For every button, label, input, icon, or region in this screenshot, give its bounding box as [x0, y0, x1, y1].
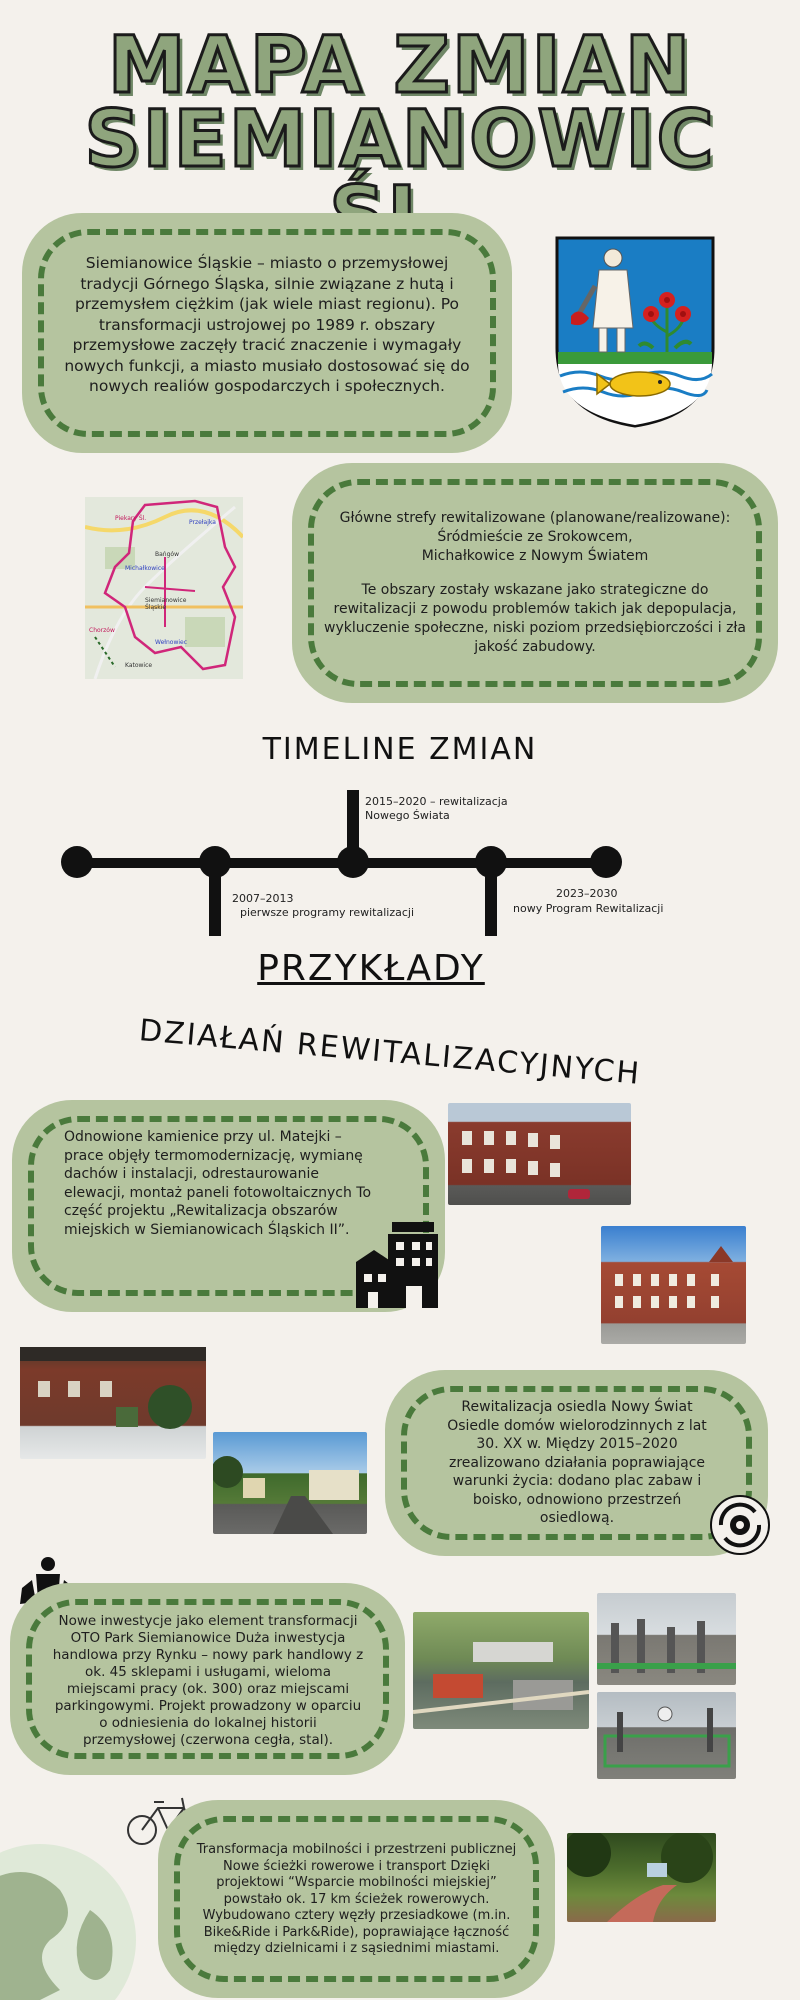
matejki-text: Odnowione kamienice przy ul. Matejki – prace objęły termomodernizację, wymianę dachów i instalacji, odrestaurowanie elewacji, montaż paneli fotowoltaicznych To część projektu „Rewitalizacja obszarów miejskich w Siemianowicach Śląskich II”. [64, 1129, 372, 1238]
map-label: Chorzów [89, 627, 115, 634]
nowy-swiat-text: Rewitalizacja osiedla Nowy Świat Osiedle domów wielorodzinnych z lat 30. XX w. Między 2015–2020 zrealizowano działania poprawiające warunki życia: dodano plac zabaw i boisko, odnowiono przestrzeń osiedlową. [447, 1399, 707, 1526]
photo-bike-path [567, 1833, 716, 1922]
photo-matejki-building [601, 1226, 746, 1344]
timeline-node [590, 846, 622, 878]
oto-park-card [10, 1583, 405, 1775]
map-label: Bańgów [155, 551, 179, 558]
recycle-gear-icon [709, 1494, 771, 1556]
revitalization-map [85, 497, 243, 679]
intro-card [22, 213, 512, 453]
examples-subheading: DZIAŁAŃ REWITALIZACYJNYCH [137, 1013, 643, 1092]
mobility-text: Transformacja mobilności i przestrzeni publicznej Nowe ścieżki rowerowe i transport Dzięki projektowi “Wsparcie mobilności miejskiej” powstało ok. 17 km ścieżek rowerowych. Wybudowano cztery węzły przesiadkowe (m.in. Bike&Ride i Park&Ride), poprawiające łączność między dzielnicami i z sąsiednimi miastami. [196, 1842, 517, 1956]
map-label: Przełajka [189, 519, 216, 526]
photo-oto-park-aerial [413, 1612, 589, 1729]
timeline-period: 2015–2020 – rewitalizacja [365, 795, 508, 808]
timeline-tick [347, 790, 359, 862]
photo-oto-park-site [597, 1692, 736, 1779]
map-label: Wełnowiec [155, 639, 188, 646]
map-label: Michałkowice [125, 565, 165, 572]
page-title-line1: MAPA ZMIAN [107, 21, 693, 111]
intro-text: Siemianowice Śląskie – miasto o przemysłowej tradycji Górnego Śląska, silnie związane z hutą i przemysłem ciężkim (jak wiele miast regionu). Po transformacji ustrojowej po 1989 r. obszary przemysłowe zaczęły tracić znaczenie i wymagały nowych funkcji, a miasto musiało dostosować się do nowych realiów gospodarczych i społecznych. [64, 254, 470, 395]
timeline-event-label: pierwsze programy rewitalizacji [240, 906, 414, 919]
timeline-tick [209, 862, 221, 936]
photo-matejki-street [448, 1103, 631, 1205]
oto-park-text: Nowe inwestycje jako element transformacji OTO Park Siemianowice Duża inwestycja handlowa przy Rynku – nowy park handlowy z ok. 45 sklepami i usługami, wieloma miejscami pracy (ok. 300) oraz miejscami parkingowymi. Projekt prowadzony w oparciu o odniesienia do lokalnej historii przemysłowej (czerwona cegła, stal). [52, 1613, 364, 1748]
globe-decoration-icon [0, 1820, 140, 2000]
zone-item: Michałkowice z Nowym Światem [421, 548, 649, 564]
examples-heading: PRZYKŁADY [257, 948, 485, 989]
zones-heading: Główne strefy rewitalizowane (planowane/realizowane): [339, 510, 731, 526]
photo-nowy-swiat-street [213, 1432, 367, 1534]
page-title-line2: SIEMIANOWIC [84, 95, 716, 185]
timeline-title: TIMELINE ZMIAN [262, 732, 538, 767]
timeline-node [61, 846, 93, 878]
photo-oto-park-construction [597, 1593, 736, 1685]
timeline-tick [485, 862, 497, 936]
building-icon [356, 1222, 440, 1308]
timeline-period: 2023–2030 [556, 887, 618, 900]
map-label: Piekary Śl. [115, 515, 147, 522]
map-label: Katowice [125, 662, 153, 669]
coat-of-arms-icon [555, 236, 715, 428]
zone-item: Śródmieście ze Srokowcem, [437, 529, 633, 545]
timeline-event-label: nowy Program Rewitalizacji [513, 902, 664, 915]
zones-reason: Te obszary zostały wskazane jako strategiczne do rewitalizacji z powodu problemów takich jak depopulacja, wykluczenie społeczne, niski poziom przedsiębiorczości i zła jakość zabudowy. [324, 582, 746, 655]
timeline-event-label: Nowego Świata [365, 809, 450, 822]
mobility-card [158, 1800, 555, 1998]
zones-card [292, 463, 778, 703]
map-label: Siemianowice Śląskie [145, 597, 187, 611]
timeline-period: 2007–2013 [232, 892, 294, 905]
photo-nowy-swiat-houses [20, 1347, 206, 1459]
